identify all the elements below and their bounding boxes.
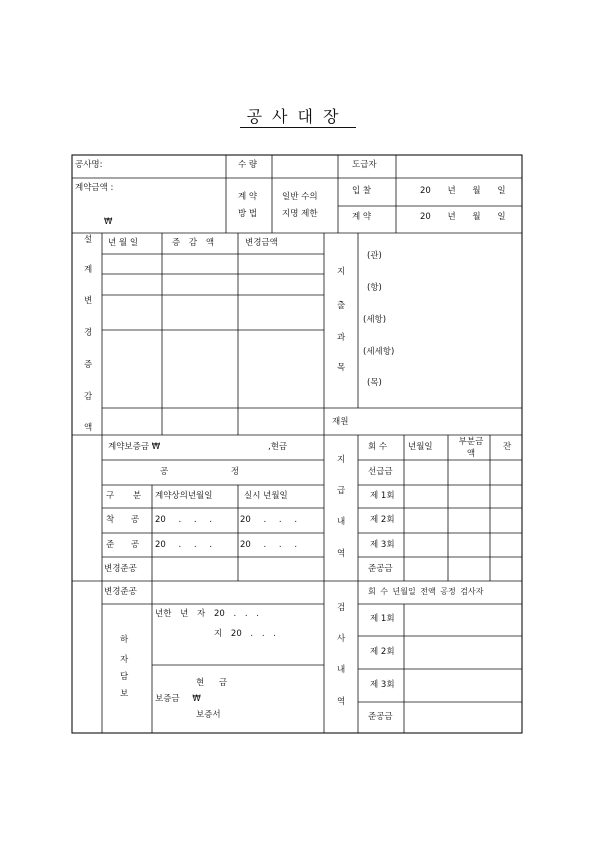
changed-complete-1: 변경준공 xyxy=(104,564,137,574)
contract-amount-label: 계약금액 : xyxy=(75,183,114,193)
col-amount-header: 변경금액 xyxy=(245,238,278,248)
contract-date: 20 년 월 일 xyxy=(420,212,506,222)
payment-col-date: 년월일 xyxy=(408,442,433,452)
col-change-header: 증 감 액 xyxy=(172,238,218,248)
start-contract-date: 20 . . . xyxy=(155,515,213,525)
inspection-round-2: 제 2회 xyxy=(370,647,395,657)
budget-item-sehang: (세항) xyxy=(363,315,387,325)
inspection-final: 준공금 xyxy=(368,712,393,722)
method-option-2: 지명 제한 xyxy=(282,209,318,219)
complete-actual-date: 20 . . . xyxy=(240,540,298,550)
inspection-side-2: 사 xyxy=(337,634,346,644)
inspection-side-4: 역 xyxy=(337,697,346,707)
deposit-cash-label: ,현금 xyxy=(268,442,288,452)
bid-label: 입 찰 xyxy=(352,186,372,196)
warranty-period: 년한 년 자 20 . . . xyxy=(155,609,259,619)
design-change-side-3: 변 xyxy=(84,296,93,306)
changed-complete-2: 변경준공 xyxy=(104,587,137,597)
page-title: 공사대장 xyxy=(246,107,349,126)
payment-side-2: 급 xyxy=(337,486,346,496)
budget-item-hang: (항) xyxy=(367,283,382,293)
progress-label: 공 정 xyxy=(160,467,240,477)
design-change-side-5: 증 xyxy=(84,360,93,370)
design-change-side-2: 계 xyxy=(84,265,93,275)
finance-source-label: 재원 xyxy=(332,417,349,427)
budget-item-gwan: (관) xyxy=(367,251,382,261)
quantity-label: 수 량 xyxy=(238,160,258,170)
expense-side-2: 출 xyxy=(337,301,346,311)
warranty-period-to: 지 20 . . . xyxy=(214,629,276,639)
payment-side-1: 지 xyxy=(337,455,346,465)
inspection-round-3: 제 3회 xyxy=(370,680,395,690)
method-option-1: 일반 수의 xyxy=(282,192,318,202)
complete-label: 준 공 xyxy=(106,540,140,550)
warranty-side-1: 하 xyxy=(120,635,129,645)
design-change-side-1: 설 xyxy=(84,235,93,245)
inspection-side-3: 내 xyxy=(337,665,346,675)
won-mark: ₩ xyxy=(104,217,113,227)
payment-round-2: 제 2회 xyxy=(370,515,395,525)
payment-side-4: 역 xyxy=(337,549,346,559)
payment-side-3: 내 xyxy=(337,517,346,527)
inspection-side-1: 검 xyxy=(337,603,346,613)
contract-method-label-1: 계 약 xyxy=(238,192,258,202)
expense-side-3: 과 xyxy=(337,333,346,343)
start-label: 착 공 xyxy=(106,515,140,525)
payment-advance: 선급금 xyxy=(368,467,393,477)
payment-round-1: 제 1회 xyxy=(370,491,395,501)
project-name-label: 공사명: xyxy=(75,160,103,170)
start-actual-date: 20 . . . xyxy=(240,515,298,525)
payment-col-round: 회 수 xyxy=(368,442,388,452)
contract-label: 계 약 xyxy=(352,212,372,222)
warranty-bond: 보증서 xyxy=(196,710,221,720)
warranty-cash: 현 금 xyxy=(196,678,228,688)
warranty-side-4: 보 xyxy=(120,689,129,699)
complete-contract-date: 20 . . . xyxy=(155,540,213,550)
expense-side-1: 지 xyxy=(337,267,346,277)
design-change-side-7: 액 xyxy=(84,423,93,433)
payment-final: 준공금 xyxy=(368,564,393,574)
payment-col-balance: 잔 xyxy=(503,442,512,452)
payment-round-3: 제 3회 xyxy=(370,540,395,550)
budget-item-mok: (목) xyxy=(367,378,382,388)
budget-item-sesehang: (세세항) xyxy=(363,347,395,357)
contract-date-label: 계약상의년월일 xyxy=(155,491,213,501)
category-label: 구 분 xyxy=(106,491,142,501)
payment-col-part: 부분금액 xyxy=(458,437,484,459)
inspection-round-1: 제 1회 xyxy=(370,614,395,624)
design-change-side-4: 경 xyxy=(84,328,93,338)
actual-date-label: 실시 년월일 xyxy=(244,491,288,501)
expense-side-4: 목 xyxy=(337,363,346,373)
inspection-header: 회 수 년월일 전액 공정 검사자 xyxy=(368,587,484,596)
bid-date: 20 년 월 일 xyxy=(420,186,506,196)
warranty-side-2: 자 xyxy=(120,655,129,665)
design-change-side-6: 감 xyxy=(84,392,93,402)
deposit-label: 계약보증금 ₩ xyxy=(108,442,161,452)
col-date-header: 년 월 일 xyxy=(108,238,139,248)
warranty-side-3: 담 xyxy=(120,672,129,682)
warranty-deposit: 보증금 ₩ xyxy=(155,694,201,704)
contractor-label: 도급자 xyxy=(352,160,377,170)
contract-method-label-2: 방 법 xyxy=(238,209,258,219)
